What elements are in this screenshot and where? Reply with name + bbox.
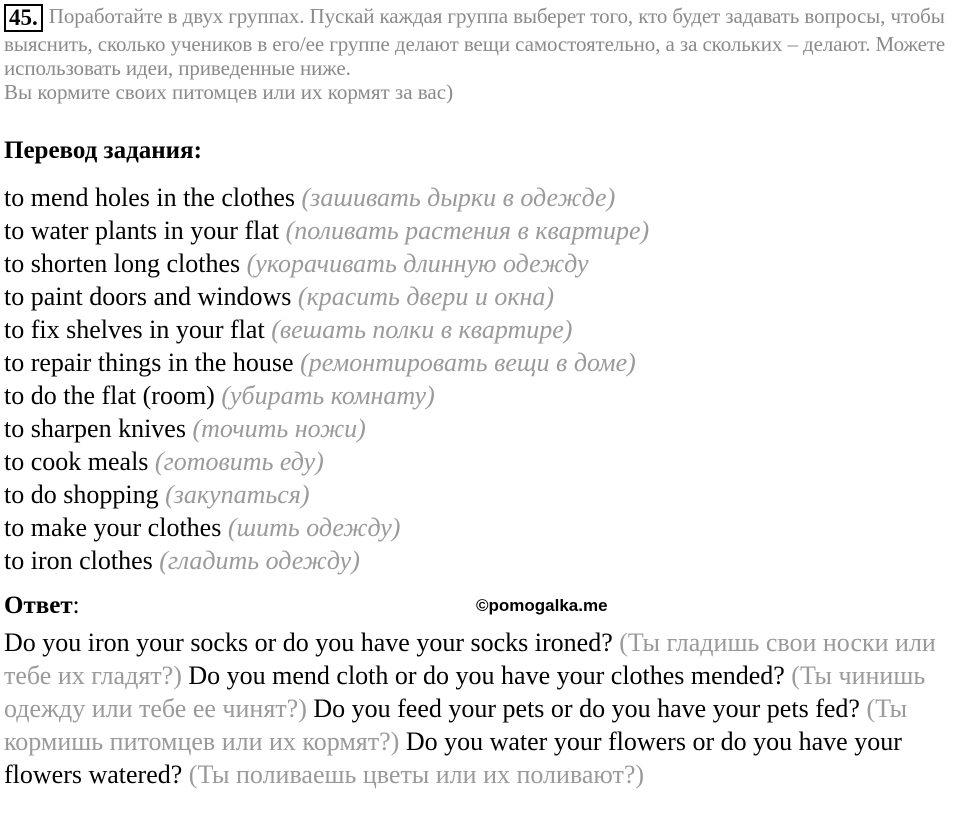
phrase-english: to fix shelves in your flat: [4, 315, 265, 344]
phrase-russian: (красить двери и окна): [297, 282, 555, 311]
list-item: [4, 379, 954, 412]
task-block: [4, 4, 956, 104]
phrase-russian: (точить ножи): [192, 414, 366, 443]
phrase-russian: (закупаться): [165, 480, 310, 509]
phrase-russian: (поливать растения в квартире): [285, 216, 650, 245]
list-item: [4, 214, 954, 247]
answer-russian: (Ты кормишь питомцев или их кормят?): [4, 694, 908, 756]
phrase-russian: (готовить еду): [154, 447, 324, 476]
phrase-english: to shorten long clothes: [4, 249, 241, 278]
phrase-english: to mend holes in the clothes: [4, 183, 296, 212]
phrase-russian: (шить одежду): [227, 513, 401, 542]
list-item: [4, 511, 954, 544]
phrase-english: to make your clothes: [4, 513, 222, 542]
phrase-russian: (вешать полки в квартире): [271, 315, 573, 344]
phrase-list: [4, 181, 954, 577]
phrase-russian: (убирать комнату): [221, 381, 435, 410]
answer-russian: (Ты гладишь свои носки или тебе их гладят?): [4, 628, 936, 690]
phrase-english: to iron clothes: [4, 546, 153, 575]
phrase-english: to repair things in the house: [4, 348, 294, 377]
answer-english: Do you mend cloth or do you have your clothes mended?: [188, 661, 785, 690]
task-number: 45.: [4, 4, 43, 32]
list-item: [4, 247, 954, 280]
answer-text: [4, 626, 956, 791]
list-item: [4, 544, 954, 577]
phrase-english: to cook meals: [4, 447, 149, 476]
phrase-english: to water plants in your flat: [4, 216, 280, 245]
translation-heading: Перевод задания:: [4, 137, 202, 164]
phrase-russian: (зашивать дырки в одежде): [301, 183, 616, 212]
list-item: [4, 181, 954, 214]
answer-english: Do you water your flowers or do you have your flowers watered?: [4, 727, 902, 789]
list-item: [4, 412, 954, 445]
answer-colon: :: [72, 592, 80, 619]
list-item: [4, 478, 954, 511]
list-item: [4, 280, 954, 313]
answer-russian: (Ты чинишь одежду или тебе ее чинят?): [4, 661, 926, 723]
phrase-russian: (гладить одежду): [159, 546, 360, 575]
phrase-english: to do shopping: [4, 480, 159, 509]
task-subtext: Вы кормите своих питомцев или их кормят за вас): [4, 80, 454, 104]
answer-header: [4, 590, 954, 622]
phrase-russian: (ремонтировать вещи в доме): [300, 348, 636, 377]
list-item: [4, 313, 954, 346]
answer-english: Do you feed your pets or do you have your pets fed?: [313, 694, 860, 723]
phrase-english: to paint doors and windows: [4, 282, 292, 311]
list-item: [4, 445, 954, 478]
answer-heading: Ответ: [4, 592, 73, 619]
answer-english: Do you iron your socks or do you have your socks ironed?: [4, 628, 613, 657]
phrase-russian: (укорачивать длинную одежду: [246, 249, 589, 278]
answer-russian: (Ты поливаешь цветы или их поливают?): [188, 760, 645, 789]
list-item: [4, 346, 954, 379]
phrase-english: to do the flat (room): [4, 381, 215, 410]
phrase-english: to sharpen knives: [4, 414, 186, 443]
task-text: Поработайте в двух группах. Пускай каждая группа выберет того, кто будет задавать вопросы, чтобы выяснить, сколько учеников в его/ее группе делают вещи самостоятельно, а за скольких – делают. Можете использовать идеи, приведенные ниже.: [4, 4, 946, 80]
watermark: ©pomogalka.me: [476, 596, 608, 615]
